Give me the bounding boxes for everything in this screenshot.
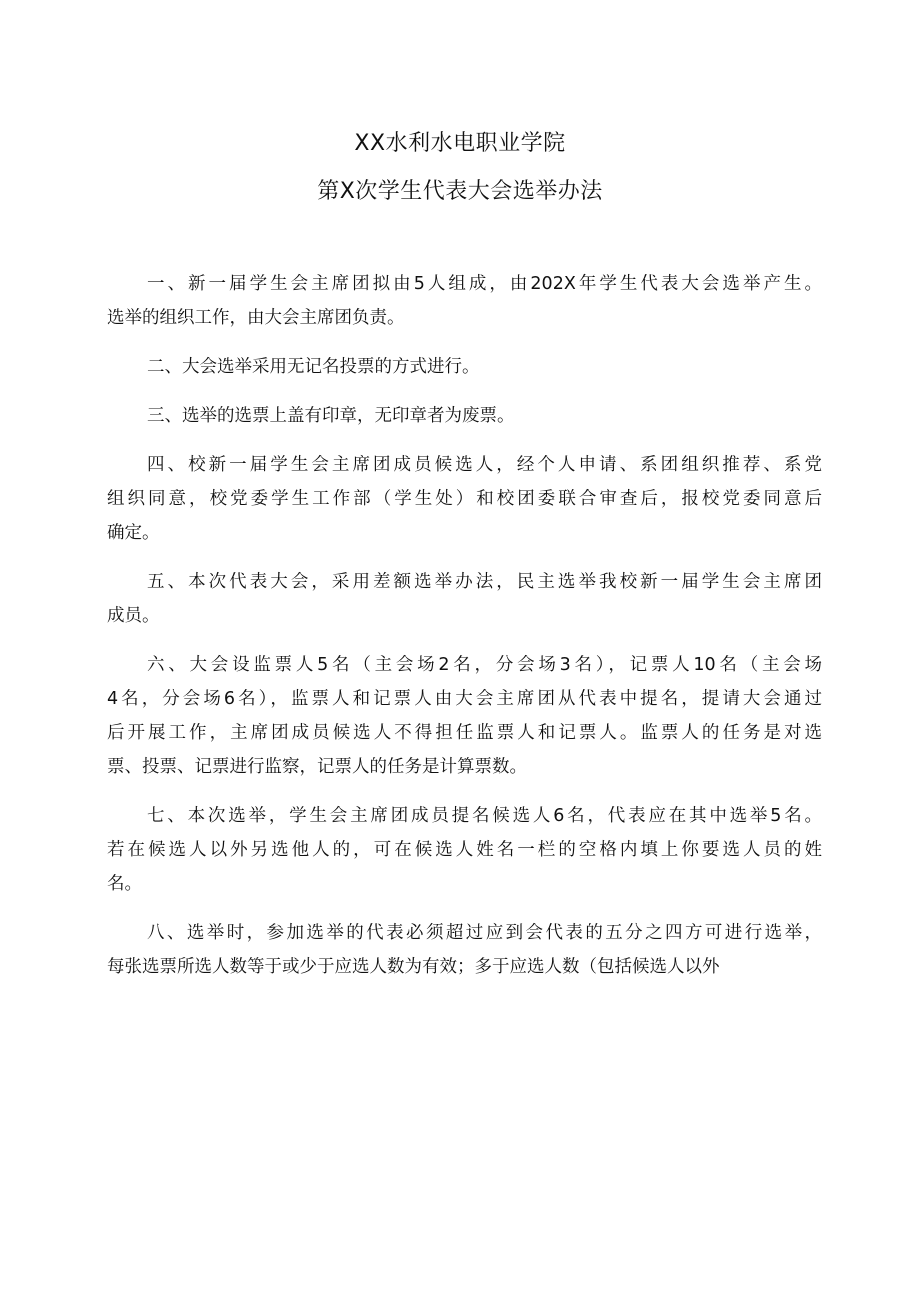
paragraph <box>107 799 822 901</box>
document-body <box>107 267 822 999</box>
paragraph-line: 后开展工作，主席团成员候选人不得担任监票人和记票人。监票人的任务是对选 <box>107 723 822 743</box>
document-title-main: 第X次学生代表大会选举办法 <box>317 179 603 204</box>
paragraph-line: 确定。 <box>107 523 160 543</box>
paragraph-line: 七、本次选举，学生会主席团成员提名候选人6名，代表应在其中选举5名。 <box>147 806 822 826</box>
paragraph-line: 五、本次代表大会，采用差额选举办法，民主选举我校新一届学生会主席团 <box>147 572 822 592</box>
paragraph-line: 选举的组织工作，由大会主席团负责。 <box>107 308 405 328</box>
paragraph-line: 成员。 <box>107 606 160 626</box>
paragraph-line: 组织同意，校党委学生工作部（学生处）和校团委联合审查后，报校党委同意后 <box>107 489 822 509</box>
paragraph-line: 一、新一届学生会主席团拟由5人组成，由202X年学生代表大会选举产生。 <box>147 274 822 294</box>
paragraph-line: 三、选举的选票上盖有印章，无印章者为废票。 <box>147 406 515 426</box>
paragraph-line: 名。 <box>107 874 142 894</box>
paragraph-line: 4名，分会场6名），监票人和记票人由大会主席团从代表中提名，提请大会通过 <box>107 689 822 709</box>
paragraph-line: 二、大会选举采用无记名投票的方式进行。 <box>147 357 480 377</box>
paragraph-line: 票、投票、记票进行监察，记票人的任务是计算票数。 <box>107 757 527 777</box>
paragraph <box>107 267 822 335</box>
paragraph <box>107 565 822 633</box>
paragraph-line: 六、大会设监票人5名（主会场2名，分会场3名），记票人10名（主会场 <box>147 655 822 675</box>
paragraph <box>107 448 822 550</box>
paragraph <box>107 399 822 433</box>
paragraph-line: 四、校新一届学生会主席团成员候选人，经个人申请、系团组织推荐、系党 <box>147 455 822 475</box>
paragraph <box>107 916 822 984</box>
paragraph-line: 每张选票所选人数等于或少于应选人数为有效；多于应选人数（包括候选人以外 <box>107 957 720 977</box>
paragraph <box>107 648 822 784</box>
paragraph-line: 若在候选人以外另选他人的，可在候选人姓名一栏的空格内填上你要选人员的姓 <box>107 840 822 860</box>
document-title-institution: XX水利水电职业学院 <box>354 131 566 156</box>
paragraph-line: 八、选举时，参加选举的代表必须超过应到会代表的五分之四方可进行选举， <box>147 923 822 943</box>
paragraph <box>107 350 822 384</box>
